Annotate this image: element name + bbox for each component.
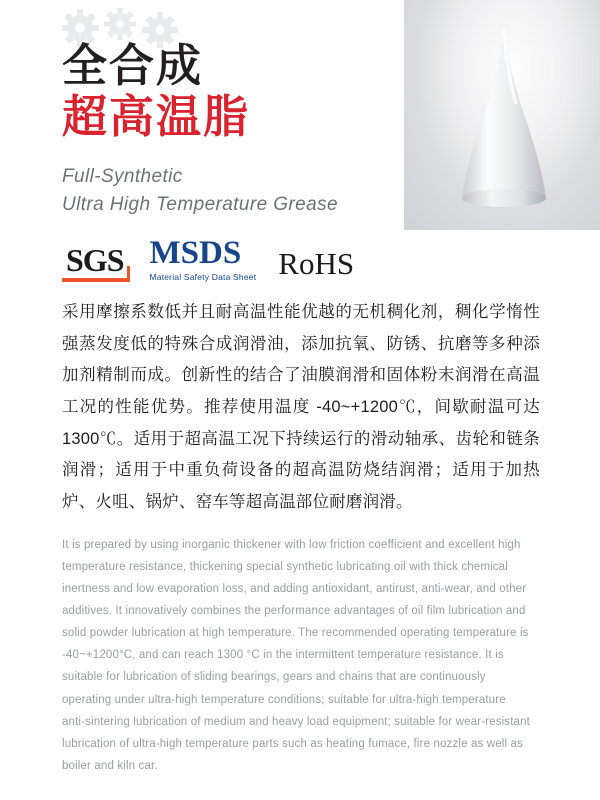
msds-logo — [149, 237, 256, 282]
sgs-logo — [62, 241, 127, 282]
description-chinese: 采用摩擦系数低并且耐高温性能优越的无机稠化剂，稠化学惰性强蒸发度低的特殊合成润滑油，添加抗氧、防锈、抗磨等多种添加剂精制而成。创新性的结合了油膜润滑和固体粉末润滑在高温工况的性能优势。推荐使用温度 -40~+1200℃，间歇耐温可达 1300℃。适用于超高温工况下持续运行的滑动轴承、齿轮和链条润滑；适用于中重负荷设备的超高温防烧结润滑；适用于加热炉、火咀、锅炉、窑车等超高温部位耐磨润滑。 — [62, 303, 540, 512]
certification-logos — [62, 237, 354, 282]
page-title-cn-line1: 全合成 — [62, 40, 204, 91]
subtitle-en — [62, 163, 442, 218]
sgs-underline — [62, 278, 127, 282]
page-title-cn-line2: 超高温脂 — [62, 90, 251, 142]
subtitle-en-line1: Full-Synthetic — [62, 166, 183, 188]
msds-logo-caption: Material Safety Data Sheet — [149, 272, 257, 282]
msds-logo-text: MSDS — [149, 235, 242, 271]
sgs-tick — [127, 266, 130, 282]
title-block — [62, 42, 442, 218]
grease-cone-icon — [456, 22, 552, 208]
subtitle-en-line2: Ultra High Temperature Grease — [62, 193, 338, 215]
description-english: It is prepared by using inorganic thickener with low friction coefficient and excellent high temperature resistance, thickening special synthetic lubricating oil with thick chemical inertness and low evaporation loss, and adding antioxidant, antirust, anti-wear, and other additives. It innovatively combines the performance advantages of oil film lubrication and solid powder lubrication at high temperature. The recommended operating temperature is -40~+1200°C, and can reach 1300 °C in the intermittent temperature resistance. It is suitable for lubrication of sliding bearings, gears and chains that are continuously operating under ultra-high temperature conditions; suitable for ultra-high temperature anti-sintering lubrication of medium and heavy load equipment; suitable for wear-resistant lubrication of ultra-high temperature parts such as heating fumace, fire nozzle as well as boiler and kiln car. — [62, 539, 530, 772]
rohs-logo: RoHS — [278, 245, 355, 281]
sgs-logo-text: SGS — [66, 241, 124, 278]
